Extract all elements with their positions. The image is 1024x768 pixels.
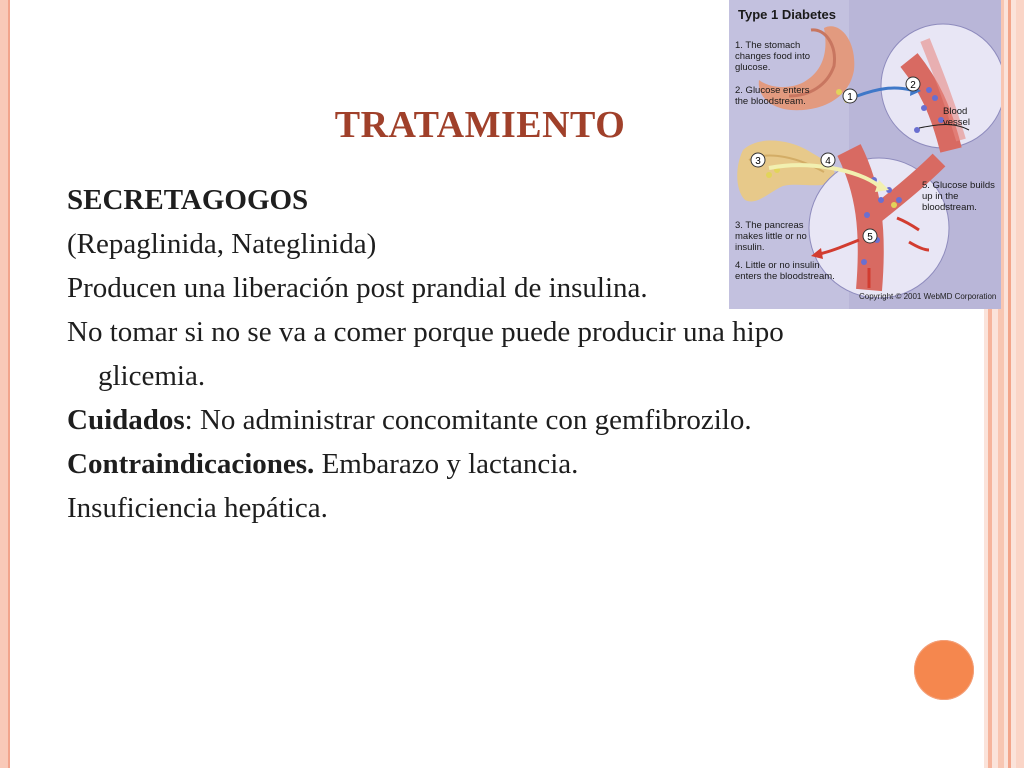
figure-step-4: 4. Little or no insulin enters the bloodstream.	[735, 260, 835, 282]
warning-statement: No tomar si no se va a comer porque puede producir una hipo glicemia.	[67, 316, 784, 392]
left-border-line	[8, 0, 10, 768]
drug-list: (Repaglinida, Nateglinida)	[67, 228, 377, 260]
right-stripe	[1016, 0, 1024, 768]
step-marker-3: 3	[755, 156, 761, 167]
figure-step-5: 5. Glucose builds up in the bloodstream.	[922, 180, 995, 213]
step-marker-4: 4	[825, 156, 831, 167]
left-border	[0, 0, 8, 768]
contraindications-text: Embarazo y lactancia.	[314, 448, 579, 480]
care-text: : No administrar concomitante con gemfibrozilo.	[184, 404, 752, 436]
slide-title: TRATAMIENTO	[334, 104, 626, 146]
right-stripe	[1008, 0, 1011, 768]
figure-copyright: Copyright © 2001 WebMD Corporation	[859, 292, 997, 301]
contraindications-label: Contraindicaciones.	[67, 448, 315, 480]
step-marker-2: 2	[910, 80, 916, 91]
step-marker-1: 1	[847, 92, 853, 103]
contraindications-statement	[67, 442, 797, 486]
slide-body	[67, 178, 797, 530]
heading-secretagogos: SECRETAGOGOS	[67, 184, 309, 216]
liver-statement: Insuficiencia hepática.	[67, 492, 328, 524]
accent-circle	[914, 640, 974, 700]
figure-title: Type 1 Diabetes	[738, 7, 837, 22]
figure-step-3: 3. The pancreas makes little or no insulin.	[735, 220, 807, 253]
release-statement: Producen una liberación post prandial de insulina.	[67, 272, 648, 304]
figure-step-2: 2. Glucose enters the bloodstream.	[735, 85, 810, 107]
figure-vessel-label: Blood vessel	[943, 106, 970, 128]
care-statement	[67, 398, 797, 442]
figure-step-1: 1. The stomach changes food into glucose.	[735, 40, 811, 73]
step-marker-5: 5	[867, 232, 873, 243]
care-label: Cuidados	[67, 404, 185, 436]
